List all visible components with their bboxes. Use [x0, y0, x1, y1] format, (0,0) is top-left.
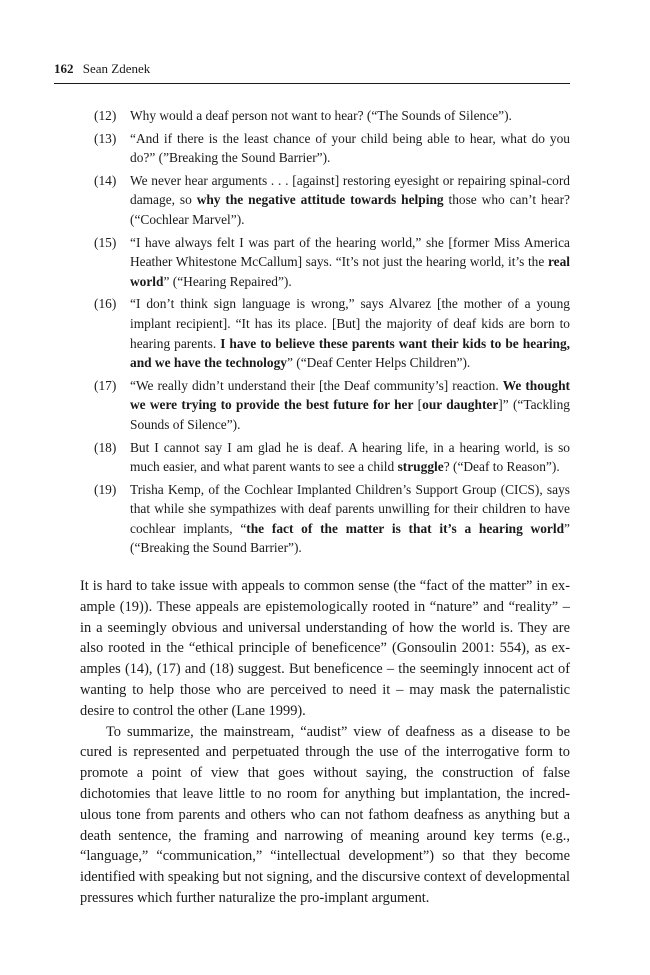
running-head: [54, 61, 570, 77]
text-run: [: [413, 397, 423, 413]
text-run: “And if there is the least chance of your child being able to hear, what do you do?” (”Breaking the Sound Barrier”).: [130, 130, 570, 166]
example-text: [130, 129, 570, 168]
paragraph: It is hard to take issue with appeals to common sense (the “fact of the matter” in example (19)). These appeals are epistemologically rooted in “nature” and “reality” – in a seemingly obvious and universal understanding of how the world is. They are also rooted in the “ethical principle of beneficence” (Gonsoulin 2001: 554), as examples (14), (17) and (18) suggest. But beneficence – the seemingly innocent act of wanting to help those who are perceived to need it – may mask the paternalistic desire to control the other (Lane 1999).: [80, 578, 570, 719]
text-run: “I have always felt I was part of the hearing world,” she [former Miss America Heather Whitestone McCallum] says. “It’s not just the hearing world, it’s the: [130, 234, 570, 270]
paragraph: To summarize, the mainstream, “audist” view of deafness as a disease to be cured is represented and perpetuated through the use of the interrogative form to promote a point of view that goes without saying, the construction of false dichotomies that leave little to no room for anything but implantation, the incredulous tone from parents and others who can not fathom deafness as anything but a death sentence, the framing and narrowing of meaning around key terms (e.g., “language,” “communication,” “intellectual development”) so that they become identified with speaking but not signing, and the discursive context of developmental pressures which further naturalize the pro-implant argument.: [80, 723, 570, 906]
example-list: [54, 106, 570, 561]
text-run: “I don’t think sign language is wrong,” says Alvarez [the mother of a young implant recipient]. “It has its place. [But] the majority of deaf kids are born to hearing parents.: [130, 296, 570, 351]
author-name: Sean Zdenek: [82, 61, 151, 76]
example-number: (14): [94, 172, 117, 188]
emphasis-text: real world: [130, 254, 570, 289]
emphasis-text: I have to believe these parents want their kids to be hearing, and we have the technology: [130, 335, 570, 371]
text-run: ]” (“Tackling Sounds of Silence”).: [130, 397, 571, 432]
example-number: (15): [94, 234, 117, 250]
emphasis-text: the fact of the matter is that it’s a hearing world: [246, 520, 565, 536]
text-run: Trisha Kemp, of the Cochlear Implanted Children’s Support Group (CICS), says that while she sympathizes with deaf parents unwilling for their children to have cochlear implants, “: [130, 481, 570, 536]
text-run: ” (“Deaf Center Helps Children”).: [286, 355, 471, 371]
example-number: (18): [94, 439, 117, 455]
example-item: [54, 129, 570, 168]
header-rule: [54, 83, 570, 84]
emphasis-text: We thought we were trying to provide the best future for her: [130, 377, 571, 413]
emphasis-text: our daughter: [422, 397, 499, 413]
example-text: [130, 106, 570, 126]
example-item: [54, 106, 570, 126]
example-number: (19): [94, 481, 117, 497]
example-text: [130, 171, 570, 230]
text-run: ” (“Breaking the Sound Barrier”).: [130, 520, 570, 556]
example-item: [54, 171, 570, 230]
emphasis-text: why the negative attitude towards helping: [196, 192, 444, 208]
example-text: [130, 480, 570, 558]
example-number: (17): [94, 377, 117, 393]
page-number: 162: [54, 61, 74, 76]
example-item: [54, 233, 570, 292]
text-run: “We really didn’t understand their [the Deaf community’s] reaction.: [130, 377, 503, 393]
example-item: [54, 480, 570, 558]
text-run: We never hear arguments . . . [against] restoring eyesight or repairing spinal-cord damage, so: [130, 172, 570, 208]
example-number: (16): [94, 296, 117, 312]
example-item: [54, 438, 570, 477]
text-run: Why would a deaf person not want to hear? (“The Sounds of Silence”).: [130, 108, 512, 123]
example-number: (12): [94, 108, 117, 123]
example-text: [130, 438, 570, 477]
example-text: [130, 233, 570, 292]
example-text: [130, 294, 570, 372]
emphasis-text: struggle: [397, 459, 444, 475]
text-run: But I cannot say I am glad he is deaf. A hearing life, in a hearing world, is so much easier, and what parent wants to see a child: [130, 439, 570, 475]
example-item: [54, 294, 570, 372]
body-text: [80, 576, 570, 909]
example-text: [130, 376, 570, 435]
text-run: those who can’t hear? (“Cochlear Marvel”).: [130, 192, 570, 227]
example-item: [54, 376, 570, 435]
example-number: (13): [94, 130, 117, 146]
text-run: ? (“Deaf to Reason”).: [443, 459, 560, 475]
text-run: ” (“Hearing Repaired”).: [163, 273, 292, 289]
